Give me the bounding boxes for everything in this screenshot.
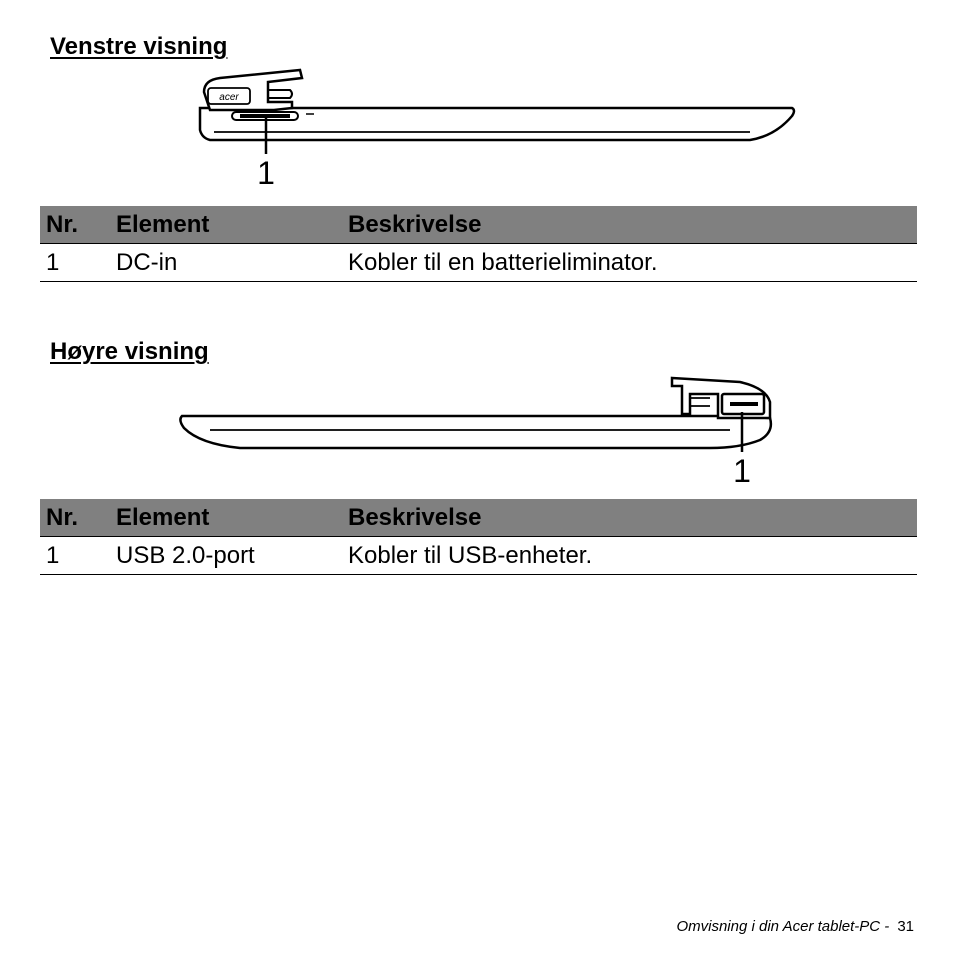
- footer-text: Omvisning i din Acer tablet-PC -: [676, 918, 890, 935]
- header-element: Element: [110, 499, 342, 537]
- callout-number: 1: [257, 155, 275, 190]
- cell-number: 1: [40, 244, 110, 282]
- page-number: 31: [897, 918, 914, 935]
- header-description: Beskrivelse: [342, 206, 917, 244]
- section-title-right-view: Høyre visning: [50, 338, 209, 365]
- cell-number: 1: [40, 537, 110, 575]
- header-element: Element: [110, 206, 342, 244]
- callout-number: 1: [733, 453, 751, 489]
- right-side-view-illustration: [170, 372, 780, 490]
- left-view-spec-table: [40, 206, 917, 282]
- table-header-row: [40, 499, 917, 537]
- table-header-row: [40, 206, 917, 244]
- header-description: Beskrivelse: [342, 499, 917, 537]
- left-side-view-illustration: [190, 66, 800, 190]
- header-number: Nr.: [40, 499, 110, 537]
- page-footer: [676, 918, 914, 935]
- cell-description: Kobler til en batterieliminator.: [342, 244, 917, 282]
- header-number: Nr.: [40, 206, 110, 244]
- table-row: [40, 537, 917, 575]
- right-view-spec-table: [40, 499, 917, 575]
- cell-description: Kobler til USB-enheter.: [342, 537, 917, 575]
- cell-element: USB 2.0-port: [110, 537, 342, 575]
- table-row: [40, 244, 917, 282]
- section-title-left-view: Venstre visning: [50, 33, 228, 60]
- logo-text: acer: [219, 92, 239, 103]
- cell-element: DC-in: [110, 244, 342, 282]
